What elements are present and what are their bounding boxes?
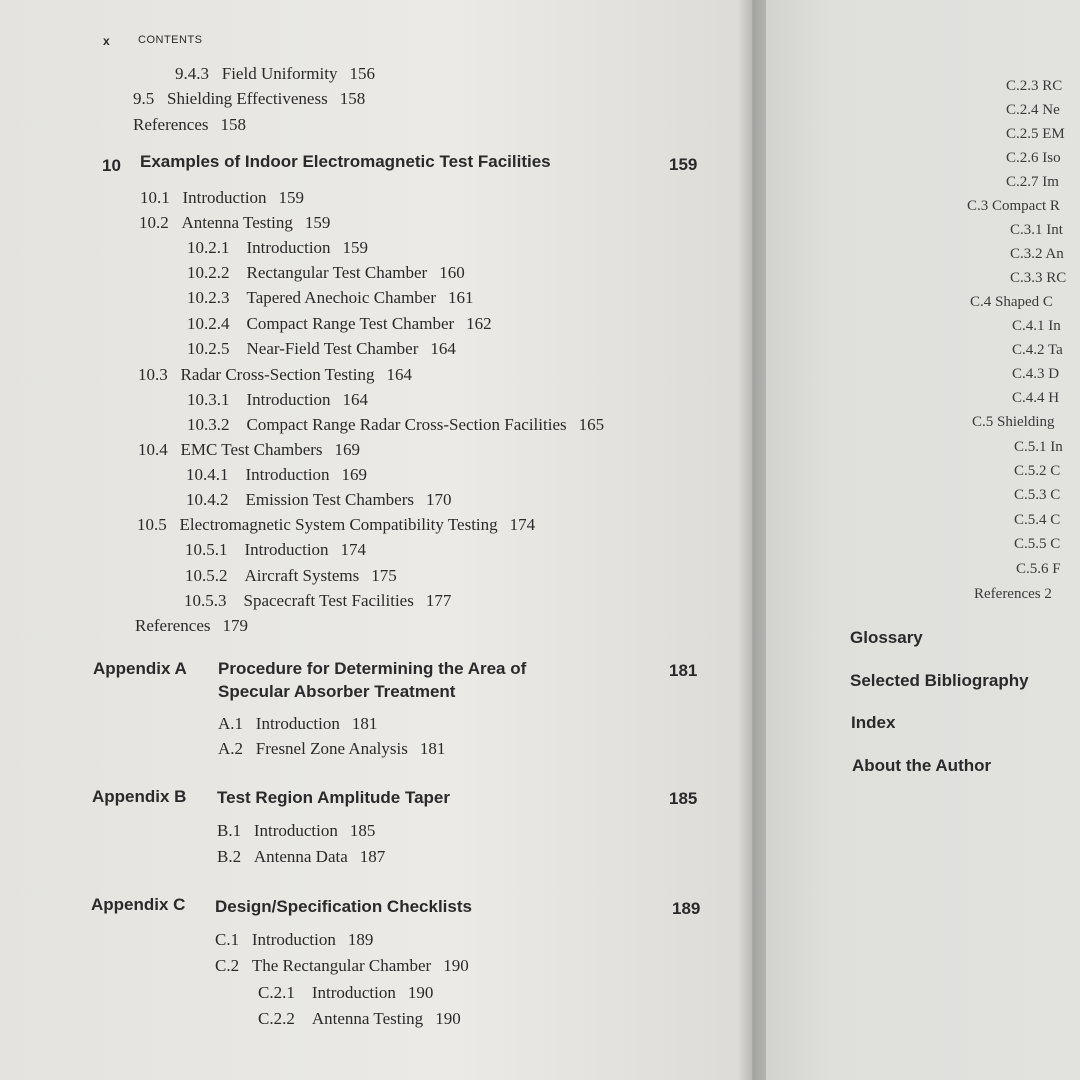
appendix-title: Design/Specification Checklists bbox=[215, 897, 472, 916]
toc-entry: 10.5.3 Spacecraft Test Facilities 177 bbox=[184, 591, 452, 610]
toc-entry: C.3 Compact R bbox=[967, 198, 1060, 214]
toc-entry: References 179 bbox=[135, 616, 249, 635]
back-matter-glossary: Glossary bbox=[850, 628, 923, 647]
toc-entry: C.4.2 Ta bbox=[1012, 342, 1063, 358]
appendix-title: Specular Absorber Treatment bbox=[218, 682, 456, 701]
toc-entry: 10.3 Radar Cross-Section Testing 164 bbox=[138, 365, 412, 384]
appendix-title: Test Region Amplitude Taper bbox=[217, 788, 450, 807]
back-matter-bibliography: Selected Bibliography bbox=[850, 671, 1029, 690]
toc-entry: 10.5.2 Aircraft Systems 175 bbox=[185, 566, 397, 585]
appendix-title: Procedure for Determining the Area of bbox=[218, 659, 527, 678]
toc-entry: C.5.1 In bbox=[1014, 439, 1063, 455]
toc-entry: 10.3.2 Compact Range Radar Cross-Section Facilities 165 bbox=[187, 415, 605, 434]
back-matter-index: Index bbox=[851, 713, 896, 732]
toc-entry: 10.1 Introduction 159 bbox=[140, 188, 305, 207]
toc-entry: C.2.2 Antenna Testing 190 bbox=[258, 1009, 461, 1028]
toc-entry: C.2.7 Im bbox=[1006, 174, 1059, 190]
header-running-title: CONTENTS bbox=[138, 34, 203, 46]
toc-entry: A.2 Fresnel Zone Analysis 181 bbox=[218, 739, 446, 758]
toc-entry: 10.5.1 Introduction 174 bbox=[185, 540, 367, 559]
appendix-page: 181 bbox=[669, 661, 698, 680]
toc-entry: C.4 Shaped C bbox=[970, 294, 1053, 310]
toc-entry: 10.2.2 Rectangular Test Chamber 160 bbox=[187, 263, 465, 282]
toc-entry: C.5 Shielding bbox=[972, 414, 1055, 430]
toc-entry: 10.4.2 Emission Test Chambers 170 bbox=[186, 490, 452, 509]
appendix-label: Appendix C bbox=[91, 895, 186, 914]
toc-entry: 10.5 Electromagnetic System Compatibility Testing 174 bbox=[137, 515, 536, 534]
toc-entry: C.2.3 RC bbox=[1006, 78, 1063, 94]
toc-entry: B.2 Antenna Data 187 bbox=[217, 847, 386, 866]
appendix-page: 189 bbox=[672, 899, 701, 918]
toc-entry: References 2 bbox=[974, 586, 1052, 602]
toc-entry: C.3.3 RC bbox=[1010, 270, 1067, 286]
toc-entry: C.1 Introduction 189 bbox=[215, 930, 374, 949]
toc-entry: 9.4.3 Field Uniformity 156 bbox=[175, 64, 375, 83]
toc-entry: C.5.4 C bbox=[1014, 512, 1061, 528]
toc-entry: 10.2.5 Near-Field Test Chamber 164 bbox=[187, 339, 456, 358]
toc-entry: B.1 Introduction 185 bbox=[217, 821, 376, 840]
toc-entry: A.1 Introduction 181 bbox=[218, 714, 378, 733]
toc-entry: C.4.1 In bbox=[1012, 318, 1061, 334]
toc-entry: 10.4.1 Introduction 169 bbox=[186, 465, 368, 484]
toc-entry: 10.2.1 Introduction 159 bbox=[187, 238, 369, 257]
toc-entry: 10.2.3 Tapered Anechoic Chamber 161 bbox=[187, 288, 474, 307]
toc-entry: C.3.1 Int bbox=[1010, 222, 1063, 238]
toc-entry: C.5.2 C bbox=[1014, 463, 1061, 479]
chapter-page: 159 bbox=[669, 155, 698, 174]
toc-entry: C.4.4 H bbox=[1012, 390, 1060, 406]
appendix-label: Appendix B bbox=[92, 787, 187, 806]
toc-entry: C.2.6 Iso bbox=[1006, 150, 1061, 166]
right-page bbox=[766, 0, 1080, 1080]
toc-entry: C.5.5 C bbox=[1014, 536, 1061, 552]
header-page-number: x bbox=[103, 34, 110, 48]
toc-entry: C.2.1 Introduction 190 bbox=[258, 983, 434, 1002]
back-matter-about-author: About the Author bbox=[852, 756, 992, 775]
toc-entry: 10.4 EMC Test Chambers 169 bbox=[138, 440, 361, 459]
toc-entry: C.2.5 EM bbox=[1006, 126, 1065, 142]
toc-entry: 10.3.1 Introduction 164 bbox=[187, 390, 369, 409]
toc-entry: References 158 bbox=[133, 115, 247, 134]
chapter-title: Examples of Indoor Electromagnetic Test Facilities bbox=[140, 152, 551, 171]
toc-entry: C.5.6 F bbox=[1016, 561, 1061, 577]
toc-entry: 10.2.4 Compact Range Test Chamber 162 bbox=[187, 314, 492, 333]
toc-entry: C.3.2 An bbox=[1010, 246, 1064, 262]
toc-entry: 9.5 Shielding Effectiveness 158 bbox=[133, 89, 366, 108]
toc-entry: C.4.3 D bbox=[1012, 366, 1060, 382]
toc-entry: C.2 The Rectangular Chamber 190 bbox=[215, 956, 469, 975]
toc-entry: 10.2 Antenna Testing 159 bbox=[139, 213, 331, 232]
toc-entry: C.5.3 C bbox=[1014, 487, 1061, 503]
chapter-number: 10 bbox=[102, 156, 121, 175]
toc-entry: C.2.4 Ne bbox=[1006, 102, 1060, 118]
appendix-label: Appendix A bbox=[93, 659, 187, 678]
appendix-page: 185 bbox=[669, 789, 698, 808]
